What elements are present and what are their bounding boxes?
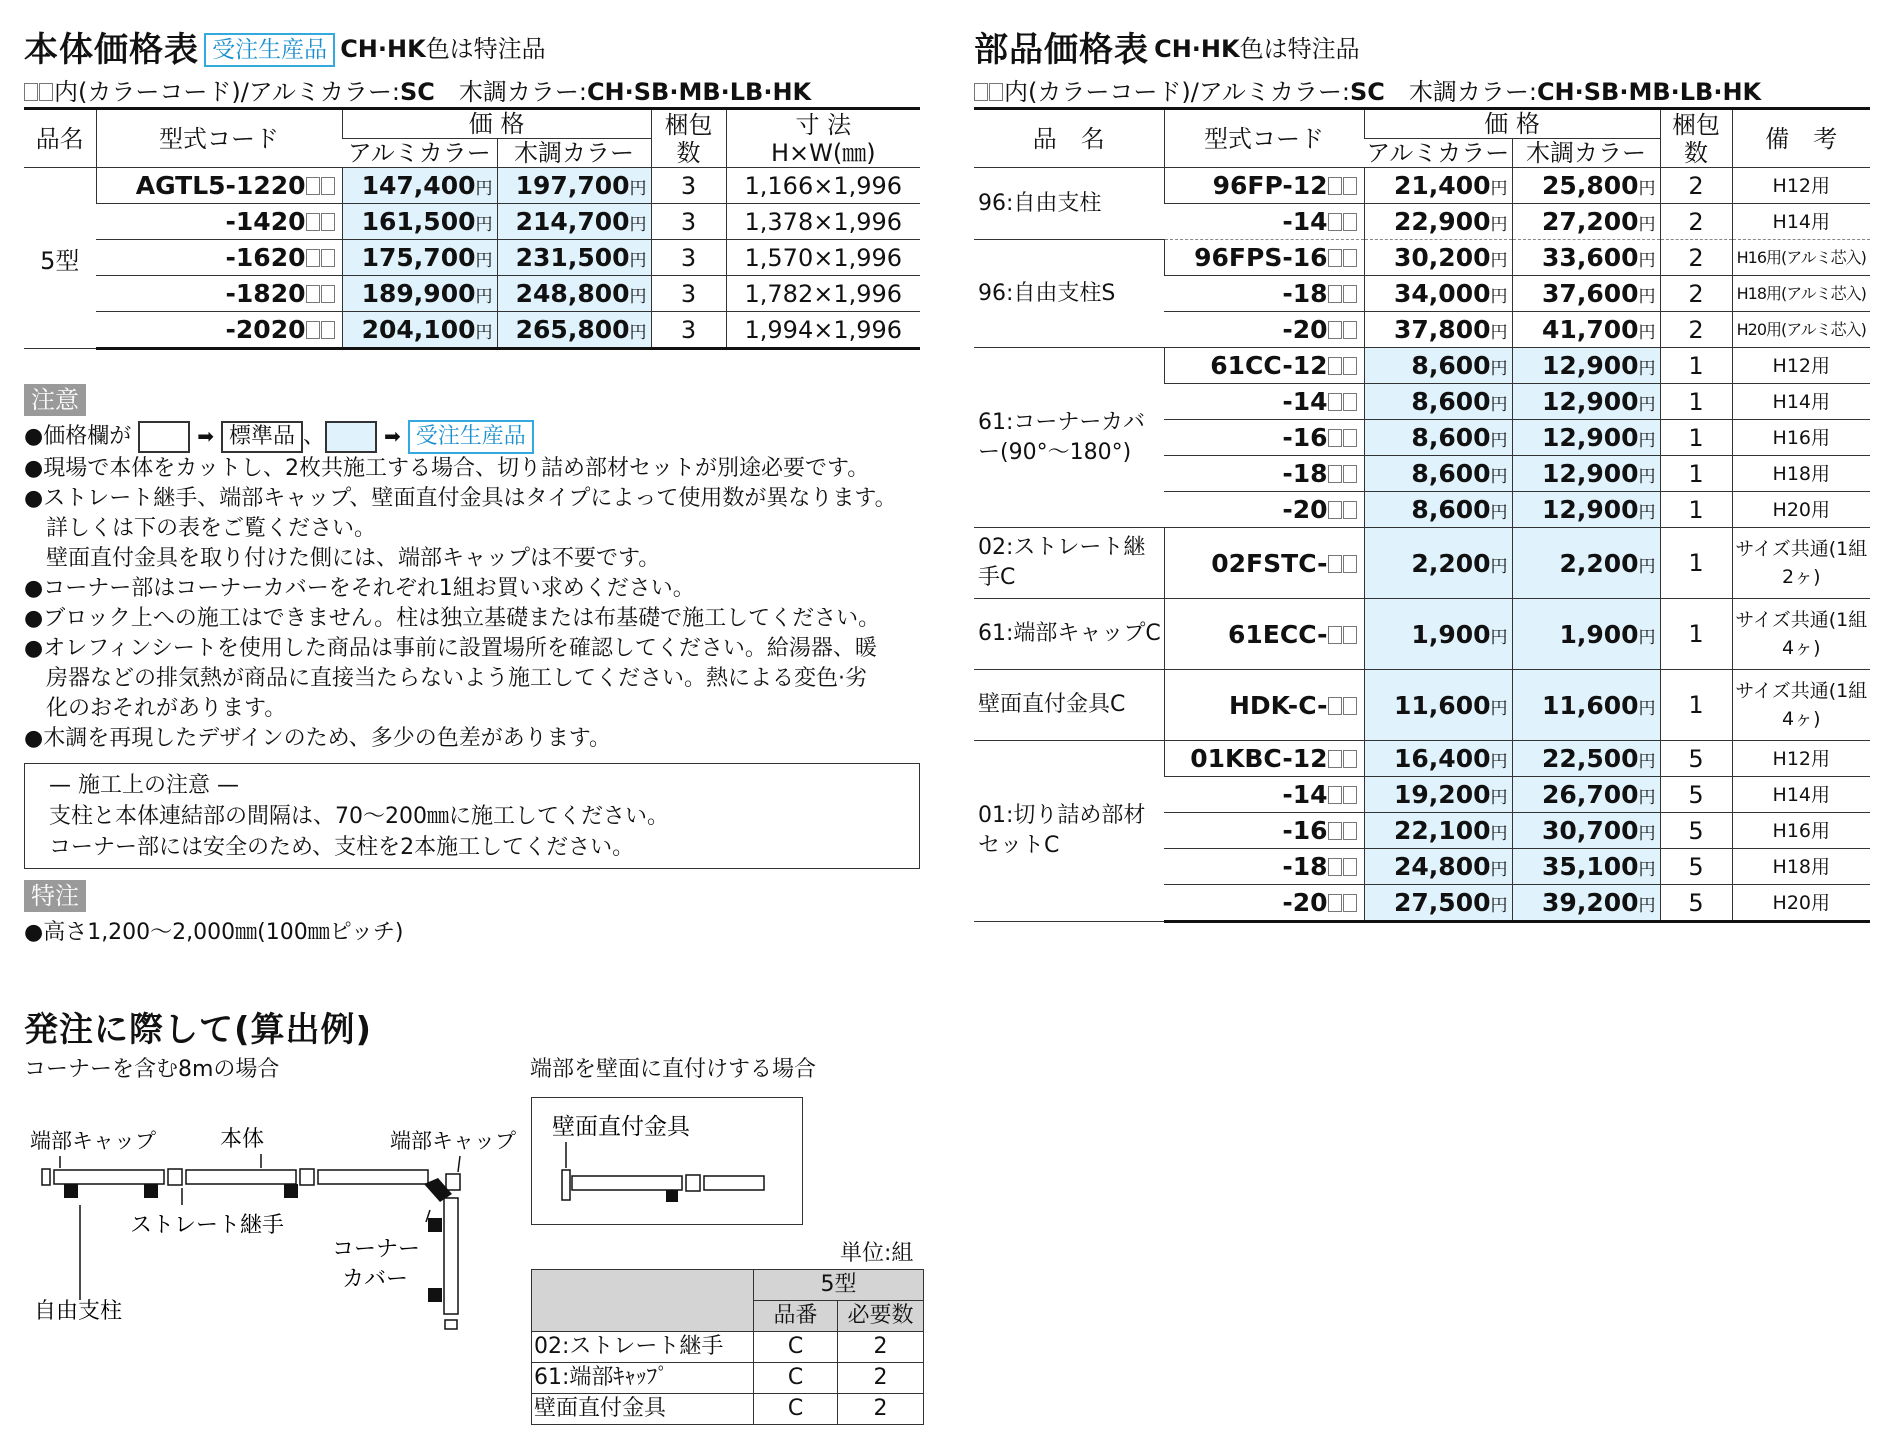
model-code: -1420	[96, 204, 342, 240]
part-group-name: 壁面直付金具C	[974, 670, 1164, 741]
caution-section	[24, 384, 924, 754]
parts-title: 部品価格表	[974, 30, 1149, 70]
part-alu-price: 8,600円	[1364, 492, 1512, 528]
parts-header-wood: 木調カラー	[1512, 139, 1660, 168]
label-cap-left: 端部キャップ	[30, 1129, 156, 1153]
install-note-2: コーナー部には安全のため、支柱を2本施工してください。	[49, 835, 635, 860]
part-wood-price: 12,900円	[1512, 492, 1660, 528]
part-note: H18用	[1732, 849, 1870, 885]
pack-qty: 3	[651, 276, 726, 312]
parts-header-price: 価 格	[1364, 110, 1660, 139]
table-row: 壁面直付金具 C 2	[532, 1394, 924, 1425]
caution-item: 詳しくは下の表をご覧ください。	[24, 516, 377, 541]
qty-header: 必要数	[838, 1301, 924, 1332]
body-panel-1	[54, 1170, 164, 1184]
part-code: HDK-C-	[1164, 670, 1364, 741]
header-pack: 梱包 数	[651, 110, 726, 168]
label-wall-mount: 壁面直付金具	[552, 1114, 690, 1140]
label-cap-right: 端部キャップ	[390, 1129, 516, 1153]
part-alu-price: 2,200円	[1364, 528, 1512, 599]
caution-item: 壁面直付金具を取り付けた側には、端部キャップは不要です。	[24, 546, 661, 571]
part-alu-price: 22,900円	[1364, 204, 1512, 240]
pack-qty: 3	[651, 240, 726, 276]
part-code: 96FPS-16	[1164, 240, 1364, 276]
part-pack-qty: 2	[1660, 312, 1732, 348]
part-alu-price: 22,100円	[1364, 813, 1512, 849]
parts-header-pack: 梱包 数	[1660, 110, 1732, 168]
part-wood-price: 30,700円	[1512, 813, 1660, 849]
part-note: H16用	[1732, 813, 1870, 849]
model-code: -1820	[96, 276, 342, 312]
post-1	[64, 1184, 78, 1198]
part-pack-qty: 5	[1660, 777, 1732, 813]
part-pack-qty: 2	[1660, 168, 1732, 204]
part-pack-qty: 5	[1660, 813, 1732, 849]
part-header: 品番	[754, 1301, 838, 1332]
straight-joint-1	[168, 1169, 182, 1185]
part-wood-price: 25,800円	[1512, 168, 1660, 204]
part-note: H14用	[1732, 384, 1870, 420]
unit-label: 単位:組	[840, 1241, 914, 1266]
straight-joint-2	[300, 1169, 314, 1185]
alu-price: 204,100円	[342, 312, 497, 349]
caution-list	[24, 420, 924, 754]
dimensions: 1,782×1,996	[726, 276, 920, 312]
caution-item: 房器などの排気熱が商品に直接当たらないよう施工してください。熱による変色·劣	[24, 666, 867, 691]
model-code: -2020	[96, 312, 342, 349]
part-wood-price: 41,700円	[1512, 312, 1660, 348]
label-body: 本体	[220, 1127, 265, 1152]
part-alu-price: 16,400円	[1364, 741, 1512, 777]
body-panel-2	[186, 1170, 296, 1184]
part-alu-price: 21,400円	[1364, 168, 1512, 204]
part-alu-price: 11,600円	[1364, 670, 1512, 741]
caution-item: ●ブロック上への施工はできません。柱は独立基礎または布基礎で施工してください。	[24, 606, 881, 631]
part-code: -14	[1164, 204, 1364, 240]
part-code: -18	[1164, 456, 1364, 492]
table-row	[24, 204, 920, 240]
part-code: -14	[1164, 384, 1364, 420]
part-alu-price: 8,600円	[1364, 348, 1512, 384]
table-row	[24, 312, 920, 349]
part-note: H20用	[1732, 885, 1870, 922]
header-code: 型式コード	[96, 110, 342, 168]
model-code: AGTL5-1220	[96, 168, 342, 204]
parts-price-table	[974, 110, 1870, 923]
price-legend-line: ●価格欄が ➡ 標準品 、 ➡ 受注生産品	[24, 420, 924, 454]
end-cap-bottom	[445, 1320, 457, 1329]
part-wood-price: 2,200円	[1512, 528, 1660, 599]
part-alu-price: 27,500円	[1364, 885, 1512, 922]
caution-label: 注意	[24, 384, 86, 416]
part-pack-qty: 2	[1660, 276, 1732, 312]
wood-price: 214,700円	[497, 204, 651, 240]
part-note: H12用	[1732, 348, 1870, 384]
caution-item: ●現場で本体をカットし、2枚共施工する場合、切り詰め部材セットが別途必要です。	[24, 456, 870, 481]
part-code: -20	[1164, 492, 1364, 528]
post-4	[428, 1218, 442, 1232]
part-pack-qty: 2	[1660, 204, 1732, 240]
alu-price: 147,400円	[342, 168, 497, 204]
label-joint: ストレート継手	[130, 1213, 285, 1238]
part-wood-price: 22,500円	[1512, 741, 1660, 777]
part-note: H18用(アルミ芯入)	[1732, 276, 1870, 312]
part-wood-price: 12,900円	[1512, 384, 1660, 420]
part-alu-price: 8,600円	[1364, 384, 1512, 420]
table-row: 61:端部ｷｬｯﾌﾟ C 2	[532, 1363, 924, 1394]
part-note: サイズ共通(1組2ヶ)	[1732, 528, 1870, 599]
part-note: H18用	[1732, 456, 1870, 492]
part-code: -20	[1164, 885, 1364, 922]
part-alu-price: 37,800円	[1364, 312, 1512, 348]
part-group-name: 61:端部キャップC	[974, 599, 1164, 670]
left-caption: コーナーを含む8mの場合	[24, 1057, 280, 1082]
dimensions: 1,994×1,996	[726, 312, 920, 349]
caution-item: ●ストレート継手、端部キャップ、壁面直付金具はタイプによって使用数が異なります。	[24, 486, 897, 511]
part-alu-price: 8,600円	[1364, 456, 1512, 492]
part-wood-price: 1,900円	[1512, 599, 1660, 670]
type-header: 5型	[754, 1270, 924, 1301]
part-pack-qty: 5	[1660, 849, 1732, 885]
dimensions: 1,378×1,996	[726, 204, 920, 240]
header-wood: 木調カラー	[497, 139, 651, 168]
model-code: -1620	[96, 240, 342, 276]
special-order-section	[24, 880, 403, 948]
special-order-text: ●高さ1,200〜2,000㎜(100㎜ピッチ)	[24, 920, 404, 945]
part-code: -14	[1164, 777, 1364, 813]
part-pack-qty: 5	[1660, 885, 1732, 922]
part-note: H14用	[1732, 777, 1870, 813]
part-wood-price: 12,900円	[1512, 456, 1660, 492]
label-corner-1: コーナー	[332, 1237, 421, 1262]
wall-mount-diagram	[532, 1098, 802, 1224]
corner-layout-diagram	[20, 1110, 520, 1340]
special-order-label: 特注	[24, 880, 86, 912]
part-wood-price: 11,600円	[1512, 670, 1660, 741]
table-row	[974, 599, 1870, 670]
pack-qty: 3	[651, 168, 726, 204]
parts-color-legend: 内(カラーコード)/アルミカラー:SC 木調カラー:CH·SB·MB·LB·HK	[974, 72, 1870, 110]
table-row	[24, 276, 920, 312]
right-caption: 端部を壁面に直付けする場合	[530, 1057, 817, 1082]
color-legend: 内(カラーコード)/アルミカラー:SC 木調カラー:CH·SB·MB·LB·HK	[24, 72, 920, 110]
part-group-name: 96:自由支柱	[974, 168, 1164, 240]
part-code: -18	[1164, 276, 1364, 312]
part-note: H20用(アルミ芯入)	[1732, 312, 1870, 348]
main-price-header	[24, 22, 924, 71]
parts-header-note: 備 考	[1732, 110, 1870, 168]
wood-price: 231,500円	[497, 240, 651, 276]
part-note: H16用	[1732, 420, 1870, 456]
wood-price: 265,800円	[497, 312, 651, 349]
end-cap-left	[42, 1169, 50, 1185]
part-group-name: 61:コーナーカバー(90°〜180°)	[974, 348, 1164, 528]
post-3	[284, 1184, 298, 1198]
part-alu-price: 8,600円	[1364, 420, 1512, 456]
part-wood-price: 27,200円	[1512, 204, 1660, 240]
part-alu-price: 34,000円	[1364, 276, 1512, 312]
part-code: 96FP-12	[1164, 168, 1364, 204]
part-alu-price: 19,200円	[1364, 777, 1512, 813]
caution-item: ●オレフィンシートを使用した商品は事前に設置場所を確認してください。給湯器、暖	[24, 636, 877, 661]
table-row	[24, 240, 920, 276]
table-row	[974, 240, 1870, 276]
caution-item: ●コーナー部はコーナーカバーをそれぞれ1組お買い求めください。	[24, 576, 695, 601]
table-row: 02:ストレート継手 C 2	[532, 1332, 924, 1363]
alu-price: 175,700円	[342, 240, 497, 276]
part-wood-price: 39,200円	[1512, 885, 1660, 922]
install-notes-box	[24, 763, 920, 869]
body-panel-3	[318, 1170, 428, 1184]
table-row	[974, 348, 1870, 384]
table-row	[974, 670, 1870, 741]
part-wood-price: 26,700円	[1512, 777, 1660, 813]
main-price-table	[24, 110, 920, 350]
caution-item: ●木調を再現したデザインのため、多少の色差があります。	[24, 726, 612, 751]
wood-price: 248,800円	[497, 276, 651, 312]
made-to-order-tag: 受注生産品	[204, 33, 335, 67]
part-note: H12用	[1732, 741, 1870, 777]
install-note-1: 支柱と本体連結部の間隔は、70〜200㎜に施工してください。	[49, 804, 669, 829]
wood-price: 197,700円	[497, 168, 651, 204]
wall-mount-diagram-box	[531, 1097, 803, 1225]
part-pack-qty: 5	[1660, 741, 1732, 777]
part-note: H16用(アルミ芯入)	[1732, 240, 1870, 276]
alu-price: 189,900円	[342, 276, 497, 312]
part-code: 61ECC-	[1164, 599, 1364, 670]
label-post: 自由支柱	[34, 1299, 123, 1324]
part-note: H14用	[1732, 204, 1870, 240]
part-wood-price: 12,900円	[1512, 348, 1660, 384]
pack-qty: 3	[651, 204, 726, 240]
dimensions: 1,166×1,996	[726, 168, 920, 204]
part-pack-qty: 1	[1660, 528, 1732, 599]
part-code: -20	[1164, 312, 1364, 348]
part-code: 01KBC-12	[1164, 741, 1364, 777]
parts-special-colors: CH·HK色は特注品	[1154, 35, 1360, 63]
install-notes-title: — 施工上の注意 —	[49, 773, 239, 798]
order-title: 発注に際して(算出例)	[24, 1010, 373, 1050]
part-pack-qty: 1	[1660, 599, 1732, 670]
special-order-colors: CH·HK色は特注品	[340, 35, 546, 63]
part-alu-price: 1,900円	[1364, 599, 1512, 670]
pack-qty: 3	[651, 312, 726, 349]
part-alu-price: 24,800円	[1364, 849, 1512, 885]
header-name: 品名	[24, 110, 96, 168]
header-size: 寸 法 H×W(㎜)	[726, 110, 920, 168]
label-corner-2: カバー	[342, 1267, 409, 1292]
page-title: 本体価格表	[24, 30, 199, 70]
end-cap-right	[446, 1174, 460, 1190]
table-row	[974, 168, 1870, 204]
part-wood-price: 12,900円	[1512, 420, 1660, 456]
part-note: H12用	[1732, 168, 1870, 204]
part-pack-qty: 1	[1660, 670, 1732, 741]
part-note: サイズ共通(1組4ヶ)	[1732, 670, 1870, 741]
caution-item: 化のおそれがあります。	[24, 696, 287, 721]
part-group-name: 02:ストレート継手C	[974, 528, 1164, 599]
part-code: -16	[1164, 813, 1364, 849]
part-code: 02FSTC-	[1164, 528, 1364, 599]
parts-header-code: 型式コード	[1164, 110, 1364, 168]
part-pack-qty: 1	[1660, 420, 1732, 456]
part-note: H20用	[1732, 492, 1870, 528]
part-code: 61CC-12	[1164, 348, 1364, 384]
parts-header-alu: アルミカラー	[1364, 139, 1512, 168]
header-price: 価 格	[342, 110, 651, 139]
part-code: -16	[1164, 420, 1364, 456]
group-name: 5型	[24, 168, 96, 349]
part-pack-qty: 1	[1660, 492, 1732, 528]
part-code: -18	[1164, 849, 1364, 885]
alu-price: 161,500円	[342, 204, 497, 240]
dimensions: 1,570×1,996	[726, 240, 920, 276]
part-wood-price: 37,600円	[1512, 276, 1660, 312]
parts-header-name: 品 名	[974, 110, 1164, 168]
part-pack-qty: 1	[1660, 348, 1732, 384]
post-2	[144, 1184, 158, 1198]
part-group-name: 96:自由支柱S	[974, 240, 1164, 348]
part-pack-qty: 2	[1660, 240, 1732, 276]
post-5	[428, 1288, 442, 1302]
part-wood-price: 35,100円	[1512, 849, 1660, 885]
part-group-name: 01:切り詰め部材セットC	[974, 741, 1164, 922]
required-qty-table	[531, 1269, 924, 1425]
parts-price-header	[974, 22, 1874, 71]
table-row	[974, 528, 1870, 599]
part-pack-qty: 1	[1660, 384, 1732, 420]
part-note: サイズ共通(1組4ヶ)	[1732, 599, 1870, 670]
part-wood-price: 33,600円	[1512, 240, 1660, 276]
table-row	[24, 168, 920, 204]
body-panel-4	[444, 1198, 458, 1314]
part-alu-price: 30,200円	[1364, 240, 1512, 276]
part-pack-qty: 1	[1660, 456, 1732, 492]
table-row	[974, 741, 1870, 777]
header-alu: アルミカラー	[342, 139, 497, 168]
